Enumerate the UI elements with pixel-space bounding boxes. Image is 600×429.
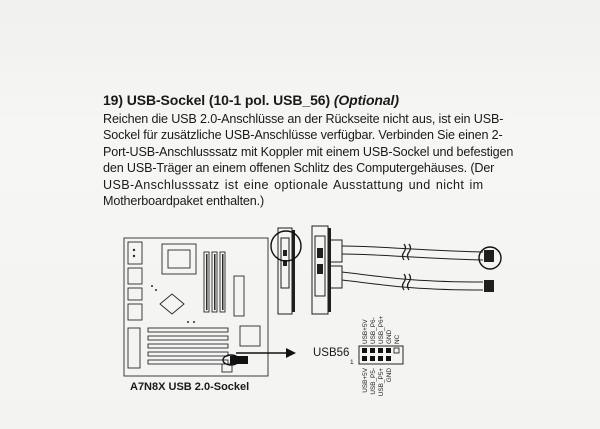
section-optional-tag: (Optional) xyxy=(333,92,399,108)
pin-label: GND xyxy=(386,368,393,383)
pin-label: USB+5V xyxy=(362,368,369,393)
bracket-highlight-circle xyxy=(271,231,301,261)
pin-label: NC xyxy=(394,334,401,344)
connector-label: USB56 xyxy=(313,347,350,359)
paragraph-line: USB-Anschlusssatz ist eine optionale Ausstattung und nicht im xyxy=(103,177,484,192)
pointer-arrow xyxy=(236,346,298,360)
board-caption: A7N8X USB 2.0-Sockel xyxy=(130,381,250,393)
pin-one-marker: 1 xyxy=(350,359,354,366)
pin-label: USB_P5+ xyxy=(378,368,385,397)
pin-label: USB+5V xyxy=(362,319,369,344)
paragraph-line: Sockel für zusätzliche USB-Anschlüsse verfügbar. Verbinden Sie einen 2- xyxy=(103,128,503,143)
pin-label: GND xyxy=(386,329,393,344)
pin-label: USB_P6+ xyxy=(378,315,385,344)
paragraph-line: Port-USB-Anschlusssatz mit Koppler mit einem USB-Sockel und befestigen xyxy=(103,144,514,159)
section-paragraph xyxy=(103,111,523,209)
section-number: 19) xyxy=(103,92,123,108)
paragraph-line: den USB-Träger an einem offenen Schlitz des Computergehäuses. (Der xyxy=(103,161,495,176)
section-title: USB-Sockel (10-1 pol. USB_56) xyxy=(126,92,331,108)
paragraph-line: Motherboardpaket enthalten.) xyxy=(103,194,265,209)
paragraph-line: Reichen die USB 2.0-Anschlüsse an der Rückseite nicht aus, ist ein USB- xyxy=(103,112,504,126)
section-heading xyxy=(103,92,399,108)
pin-label: USB_P5- xyxy=(370,368,377,395)
pin-header-diagram xyxy=(336,302,416,420)
pin-label: USB_P6- xyxy=(370,317,377,344)
